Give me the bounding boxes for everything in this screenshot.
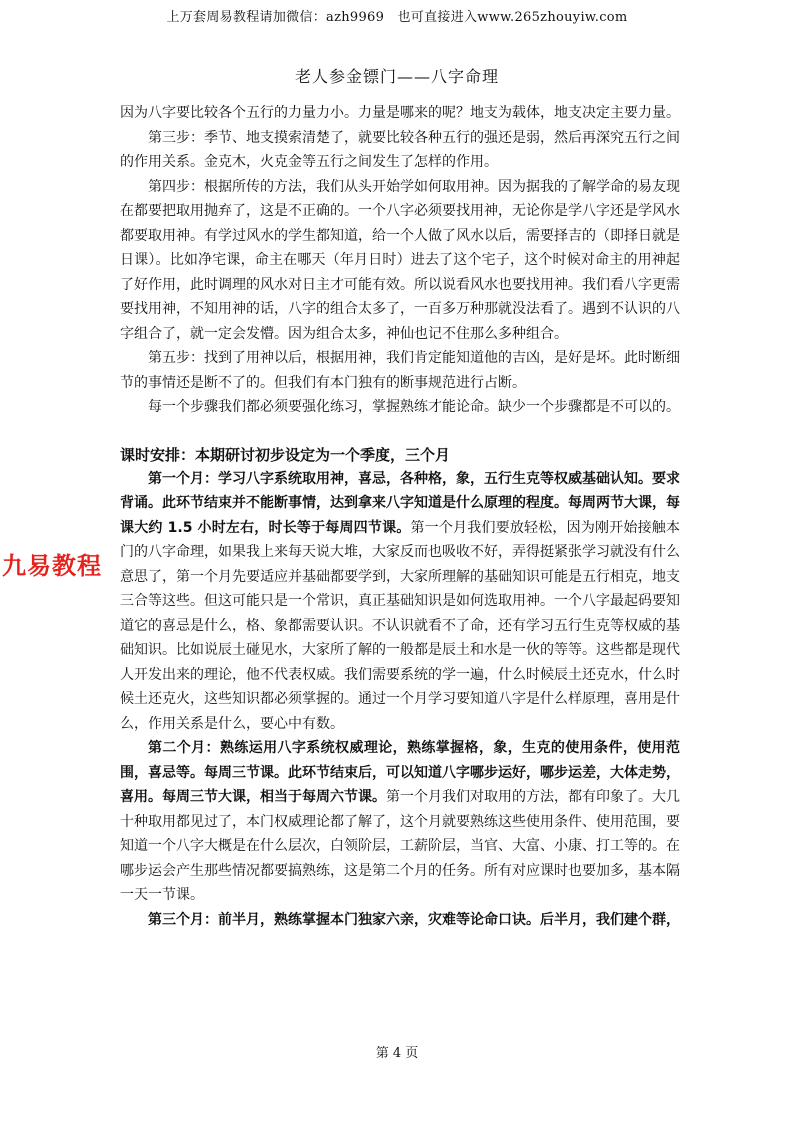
page-number: 第 4 页 <box>375 1046 419 1061</box>
paragraph: 因为八字要比较各个五行的力量力小。力量是哪来的呢？地支为载体，地支决定主要力量。 <box>120 105 680 121</box>
paragraph-summary: 每一个步骤我们都必须要强化练习，掌握熟练才能论命。缺少一个步骤都是不可以的。 <box>148 399 680 415</box>
watermark-logo: 九易教程 <box>2 552 102 580</box>
paragraph-month-3 <box>120 908 680 933</box>
month-1-bold: 第一个月：学习八字系统取用神，喜忌，各种格，象，五行生克等权威基础认知。要求背诵。此环节结束并不能断事情，达到拿来八字知道是什么原理的程度。每周两节大课，每课大约 1.5 小时左右，时长等于每周四节课。 <box>120 470 680 536</box>
month-1-text: 第一个月我们要放轻松，因为刚开始接触本门的八字命理，如果我上来每天说大堆，大家反而也吸收不好，弄得挺紧张学习就没有什么意思了，第一个月先要适应并基础都要学到，大家所理解的基础知识可能是五行相克，地支三合等这些。但这可能只是一个常识，真正基础知识是如何选取用神。一个八字最起码要知道它的喜忌是什么，格、象都需要认识。不认识就看不了命，还有学习五行生克等权威的基础知识。比如说辰土碰见水，大家所了解的一般都是辰土和水是一伙的等等。这些都是现代人开发出来的理论，他不代表权威。我们需要系统的学一遍，什么时候辰土还克水，什么时候土还克火，这些知识都必须掌握的。通过一个月学习要知道八字是什么样原理，喜用是什么，作用关系是什么，要心中有数。 <box>120 519 680 732</box>
document-title: 老人参金镖门——八字命理 <box>294 67 499 86</box>
header-banner: 上万套周易教程请加微信：azh9969 也可直接进入www.265zhouyiw.com <box>166 10 628 25</box>
month-2-bold: 第二个月：熟练运用八字系统权威理论，熟练掌握格，象，生克的使用条件，使用范围，喜忌等。每周三节课。此环节结束后，可以知道八字哪步运好，哪步运差，大体走势，喜用。每周三节大课，相当于每周六节课。 <box>120 740 680 805</box>
month-3-bold: 第三个月：前半月，熟练掌握本门独家六亲，灾难等论命口诀。后半月，我们建个群， <box>148 911 680 928</box>
paragraph-step-3: 第三步：季节、地支摸索清楚了，就要比较各种五行的强还是弱，然后再深究五行之间的作用关系。金克木，火克金等五行之间发生了怎样的作用。 <box>120 129 680 170</box>
paragraph-step-4: 第四步：根据所传的方法，我们从头开始学如何取用神。因为据我的了解学命的易友现在都要把取用抛弃了，这是不正确的。一个八字必须要找用神，无论你是学八字还是学风水都要取用神。有学过风水的学生都知道，给一个人做了风水以后，需要择吉的（即择日就是日课）。比如净宅课，命主在哪天（年月日时）进去了这个宅子，这个时候对命主的用神起了好作用，此时调理的风水对日主才可能有效。所以说看风水也要找用神。我们看八字更需要找用神，不知用神的话，八字的组合太多了，一百多万种那就没法看了。遇到不认识的八字组合了，就一定会发懵。因为组合太多，神仙也记不住那么多种组合。 <box>120 178 680 342</box>
paragraph-month-1 <box>120 467 680 737</box>
paragraph-month-2 <box>120 736 680 908</box>
month-2-text: 第一个月我们对取用的方法，都有印象了。大几十种取用都见过了，本门权威理论都了解了，这个月就要熟练这些使用条件、使用范围，要知道一个八字大概是在什么层次，白领阶层，工薪阶层，当官、大富、小康、打工等的。在哪步运会产生那些情况都要搞熟练，这是第二个月的任务。所有对应课时也要加多，基本隔一天一节课。 <box>120 789 680 903</box>
schedule-heading: 课时安排：本期研讨初步设定为一个季度，三个月 <box>120 445 451 464</box>
paragraph-step-5: 第五步：找到了用神以后，根据用神，我们肯定能知道他的吉凶，是好是坏。此时断细节的事情还是断不了的。但我们有本门独有的断事规范进行占断。 <box>120 350 680 391</box>
document-body <box>120 101 680 932</box>
